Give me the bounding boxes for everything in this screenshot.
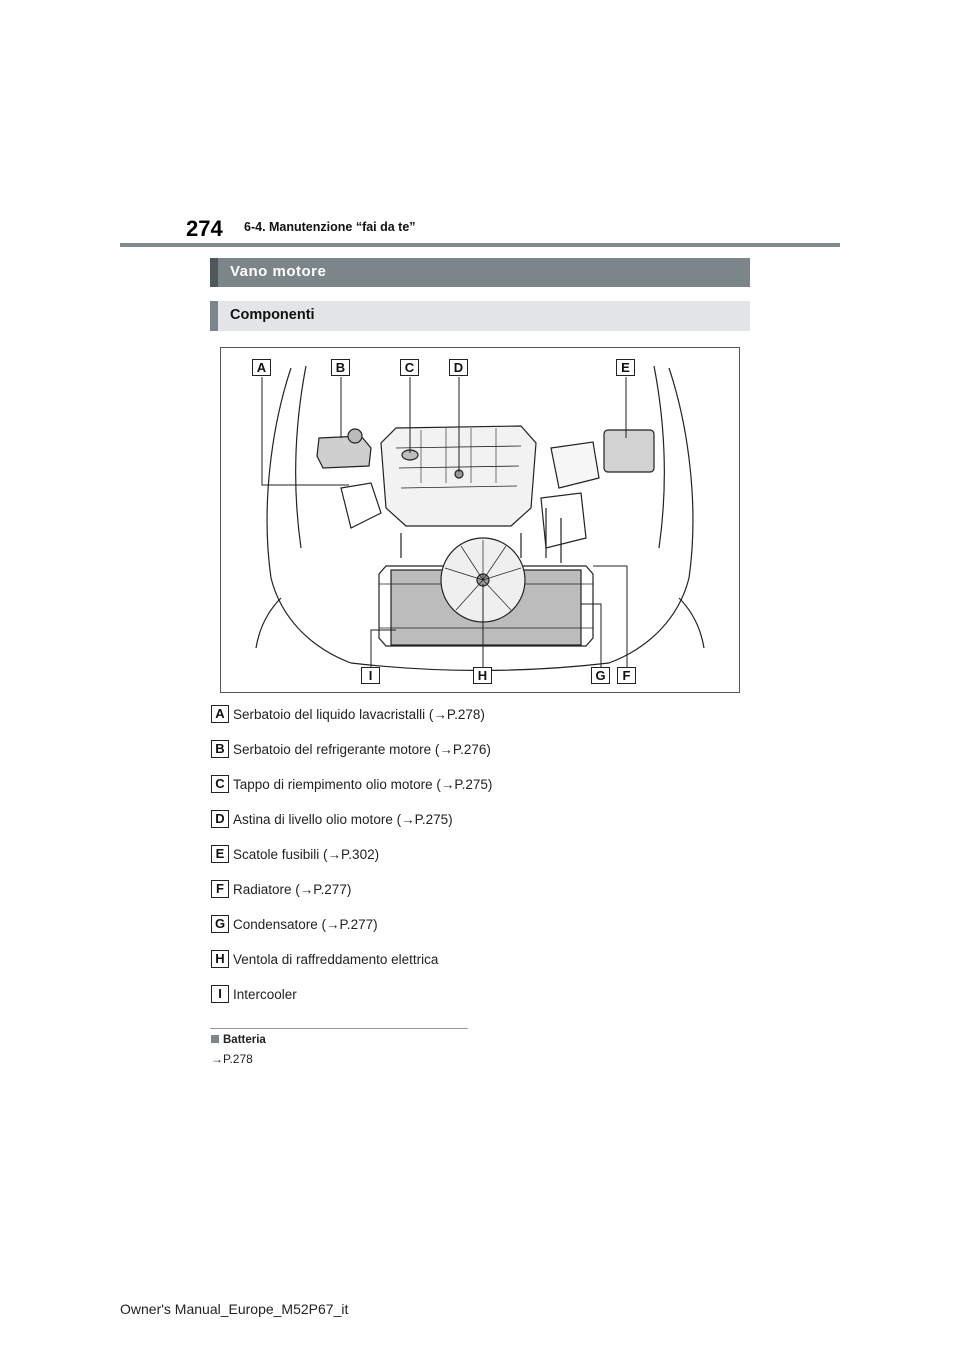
legend-item-b [211,740,631,760]
legend-key-c: C [211,775,229,793]
callout-d: D [449,359,468,376]
note-divider [210,1028,468,1029]
legend-item-a [211,705,631,725]
header-rule [120,243,840,247]
legend-item-h [211,950,631,970]
legend-text-f: Radiatore (→P.277) [233,882,352,897]
legend-item-i [211,985,631,1005]
legend-text-h: Ventola di raffreddamento elettrica [233,952,439,967]
legend-key-d: D [211,810,229,828]
engine-compartment-illustration [221,348,739,692]
callout-b: B [331,359,350,376]
legend-text-c: Tappo di riempimento olio motore (→P.275) [233,777,493,792]
engine-compartment-figure [220,347,740,693]
note-title-text: Batteria [223,1034,266,1046]
legend-key-i: I [211,985,229,1003]
legend-text-g: Condensatore (→P.277) [233,917,378,932]
subsection-title-bar [210,301,750,331]
legend-item-c [211,775,631,795]
callout-h: H [473,667,492,684]
callout-c: C [400,359,419,376]
legend-key-e: E [211,845,229,863]
legend-text-a: Serbatoio del liquido lavacristalli (→P.278) [233,707,485,722]
legend-item-g [211,915,631,935]
callout-i: I [361,667,380,684]
square-bullet-icon [211,1035,219,1043]
section-title: Vano motore [230,263,327,280]
legend-text-i: Intercooler [233,987,297,1002]
subsection-title: Componenti [230,307,315,323]
section-title-bar [210,258,750,287]
legend-key-a: A [211,705,229,723]
callout-a: A [252,359,271,376]
section-path: 6-4. Manutenzione “fai da te” [244,220,416,234]
legend-text-e: Scatole fusibili (→P.302) [233,847,380,862]
legend-key-h: H [211,950,229,968]
legend-item-e [211,845,631,865]
legend-text-b: Serbatoio del refrigerante motore (→P.276) [233,742,491,757]
page-number: 274 [186,216,223,241]
note-title [211,1034,266,1046]
callout-f: F [617,667,636,684]
callout-e: E [616,359,635,376]
legend-key-b: B [211,740,229,758]
legend-item-d [211,810,631,830]
legend-item-f [211,880,631,900]
legend-key-g: G [211,915,229,933]
note-page-reference: →P.278 [211,1052,253,1066]
footer-manual-id: Owner's Manual_Europe_M52P67_it [120,1301,349,1317]
callout-g: G [591,667,610,684]
legend-text-d: Astina di livello olio motore (→P.275) [233,812,453,827]
legend-key-f: F [211,880,229,898]
